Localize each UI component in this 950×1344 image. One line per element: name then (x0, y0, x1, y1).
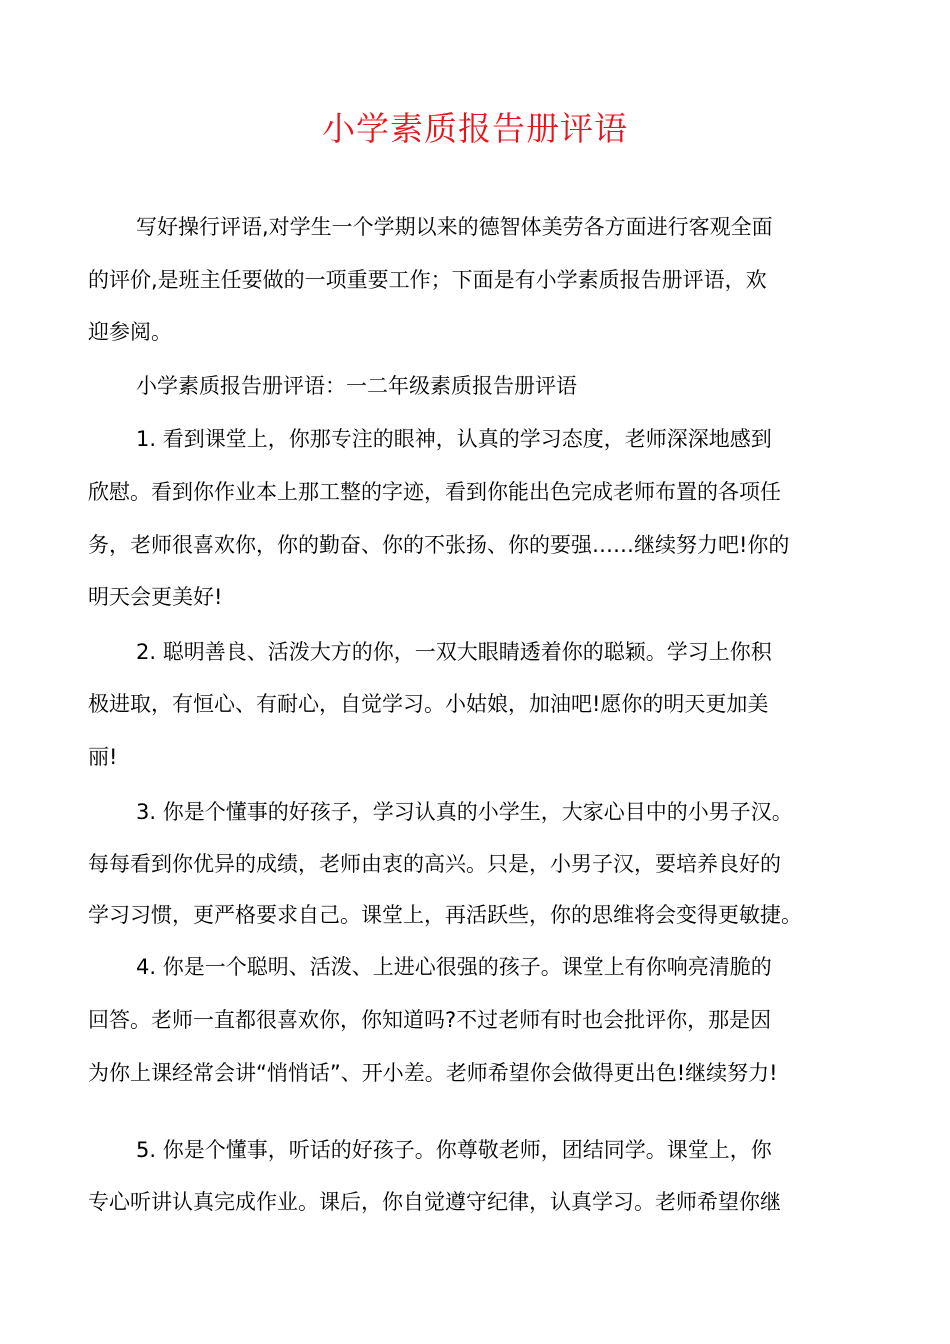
comment-5-line-2: 专心听讲认真完成作业。课后，你自觉遵守纪律，认真学习。老师希望你继 (88, 1190, 781, 1214)
comment-2-line-1: 2. 聪明善良、活泼大方的你，一双大眼睛透着你的聪颖。学习上你积 (136, 640, 772, 664)
intro-line-3: 迎参阅。 (88, 320, 172, 344)
comment-5-line-1: 5. 你是个懂事，听话的好孩子。你尊敬老师，团结同学。课堂上，你 (136, 1138, 772, 1162)
comment-1-line-3: 务，老师很喜欢你，你的勤奋、你的不张扬、你的要强……继续努力吧!你的 (88, 533, 790, 557)
document-title: 小学素质报告册评语 (322, 109, 628, 148)
comment-3-line-3: 学习习惯，更严格要求自己。课堂上，再活跃些，你的思维将会变得更敏捷。 (88, 903, 802, 927)
comment-1-line-2: 欣慰。看到你作业本上那工整的字迹，看到你能出色完成老师布置的各项任 (88, 480, 781, 504)
comment-3-line-1: 3. 你是个懂事的好孩子，学习认真的小学生，大家心目中的小男子汉。 (136, 800, 793, 824)
comment-1-line-4: 明天会更美好! (88, 585, 223, 609)
intro-line-1: 写好操行评语,对学生一个学期以来的德智体美劳各方面进行客观全面 (136, 215, 773, 239)
section-heading: 小学素质报告册评语：一二年级素质报告册评语 (136, 374, 577, 398)
comment-4-line-1: 4. 你是一个聪明、活泼、上进心很强的孩子。课堂上有你响亮清脆的 (136, 955, 772, 979)
comment-2-line-3: 丽! (88, 745, 118, 769)
comment-4-line-2: 回答。老师一直都很喜欢你，你知道吗?不过老师有时也会批评你，那是因 (88, 1008, 772, 1032)
comment-3-line-2: 每每看到你优异的成绩，老师由衷的高兴。只是，小男子汉，要培养良好的 (88, 852, 781, 876)
comment-2-line-2: 极进取，有恒心、有耐心，自觉学习。小姑娘，加油吧!愿你的明天更加美 (88, 692, 769, 716)
intro-line-2: 的评价,是班主任要做的一项重要工作；下面是有小学素质报告册评语，欢 (88, 268, 767, 292)
comment-4-line-3: 为你上课经常会讲“悄悄话”、开小差。老师希望你会做得更出色!继续努力! (88, 1061, 778, 1085)
comment-1-line-1: 1. 看到课堂上，你那专注的眼神，认真的学习态度，老师深深地感到 (136, 427, 772, 451)
